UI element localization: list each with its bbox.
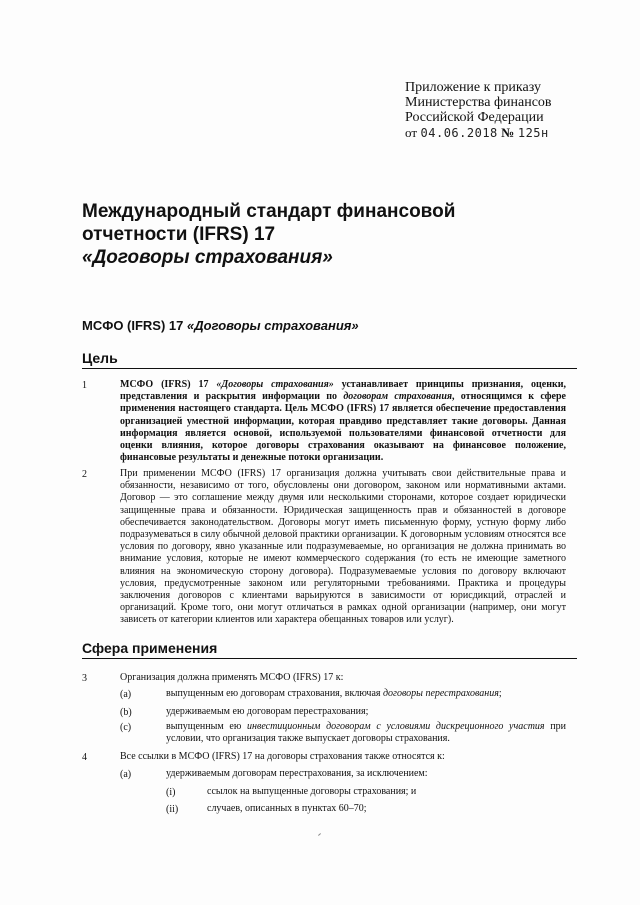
list-item: удерживаемым ею договорам перестрахования; [166, 706, 369, 717]
section-heading-text: Сфера применения [82, 640, 218, 656]
paragraph-3-intro: Организация должна применять МСФО (IFRS) 17 к: [120, 672, 344, 683]
list-label: (a) [120, 769, 132, 780]
sub-list-item: случаев, описанных в пунктах 60–70; [207, 803, 367, 814]
date-prefix: от [405, 125, 418, 140]
paragraph-1 [120, 379, 566, 464]
p1-italic: договорам страхования [343, 391, 453, 403]
paragraph-number: 1 [82, 380, 87, 391]
appendix-line-3: Российской Федерации [405, 110, 544, 125]
sub-list-label: (i) [166, 787, 176, 798]
paragraph-number: 2 [82, 469, 87, 480]
sub-list-item: ссылок на выпущенные договоры страхования; и [207, 786, 417, 797]
title-line-3: «Договоры страхования» [82, 247, 333, 268]
paragraph-number: 4 [82, 752, 87, 763]
p1-text: , относящимся к сфере применения настоящего стандарта. Цель МСФО (IFRS) 17 является обеспечение предоставления организацией уместной информации, которая правдиво представляет такие договоры. Данная информация является основой, используемой пользователями финансовой отчетности для оценки влияния, которое договоры страхования оказывают на финансовое положение, финансовые результаты и денежные потоки организации. [120, 391, 566, 464]
document-title [82, 200, 562, 269]
subtitle-italic: «Договоры страхования» [187, 318, 359, 333]
p1-text: устанавливает принципы признания, оценки, представления и раскрытия информации по [120, 379, 567, 403]
scan-speck [318, 833, 321, 836]
item-italic: инвестиционным договорам с условиями дискреционного участия [247, 721, 545, 732]
paragraph-number: 3 [82, 673, 87, 684]
appendix-date-line [405, 125, 605, 141]
section-heading-text: Цель [82, 350, 118, 366]
item-italic: договоры перестрахования [383, 688, 499, 699]
paragraph-4-intro: Все ссылки в МСФО (IFRS) 17 на договоры страхования также относятся к: [120, 751, 445, 762]
order-number: 125н [517, 126, 549, 140]
title-line-2: отчетности (IFRS) 17 [82, 224, 276, 245]
title-line-1: Международный стандарт финансовой [82, 201, 456, 222]
paragraph-2: При применении МСФО (IFRS) 17 организация должна учитывать свои действительные права и обязанности, независимо от того, обусловлены они договором, законом или нормативными актами. Договор — это соглашение между двумя или несколькими сторонами, которое создает юридически защищенные права и обязанности. Юридическая защищенность прав и обязанностей в договоре обеспечивается законодательством. Договоры могут иметь письменную форму, устную форму либо подразумеваться в силу обычной деловой практики организации. К договорным условиям относятся все условия по договору, явно указанные или подразумеваемые, но организация не должна принимать во внимание условия, которые не имеют коммерческого содержания (то есть не имеющие заметного влияния на экономическую сторону договора). Подразумеваемые условия по договору включают условия, предусмотренные законом или регуляторными требованиями. Практика и процедуры заключения договоров с клиентами варьируются в зависимости от юрисдикций, отраслей и организаций. Кроме того, они могут отличаться в рамках одной организации (например, они могут зависеть от категории клиентов или характера обещанных товаров или услуг). [120, 468, 566, 626]
subtitle-prefix: МСФО (IFRS) 17 [82, 318, 184, 333]
appendix-line-1: Приложение к приказу [405, 80, 541, 95]
p1-italic: «Договоры страхования» [216, 379, 334, 390]
list-item [166, 721, 566, 745]
appendix-stamp [405, 80, 605, 141]
order-date: 04.06.2018 [420, 126, 498, 140]
item-text: при условии, что организация также выпускает договоры страхования. [166, 721, 567, 744]
list-label: (c) [120, 722, 132, 733]
document-subtitle [82, 318, 359, 333]
sub-list-label: (ii) [166, 804, 179, 815]
p1-text: МСФО (IFRS) 17 [120, 379, 217, 390]
list-item: удерживаемым договорам перестрахования, за исключением: [166, 768, 428, 779]
section-heading-goal [82, 351, 577, 369]
list-label: (a) [120, 689, 132, 700]
number-sign: № [501, 125, 515, 140]
list-label: (b) [120, 707, 132, 718]
item-text: выпущенным ею [166, 721, 248, 732]
section-heading-scope [82, 641, 577, 659]
list-item [166, 688, 566, 700]
appendix-line-2: Министерства финансов [405, 95, 552, 110]
item-text: выпущенным ею договорам страхования, включая [166, 688, 383, 699]
item-text: ; [498, 688, 502, 699]
